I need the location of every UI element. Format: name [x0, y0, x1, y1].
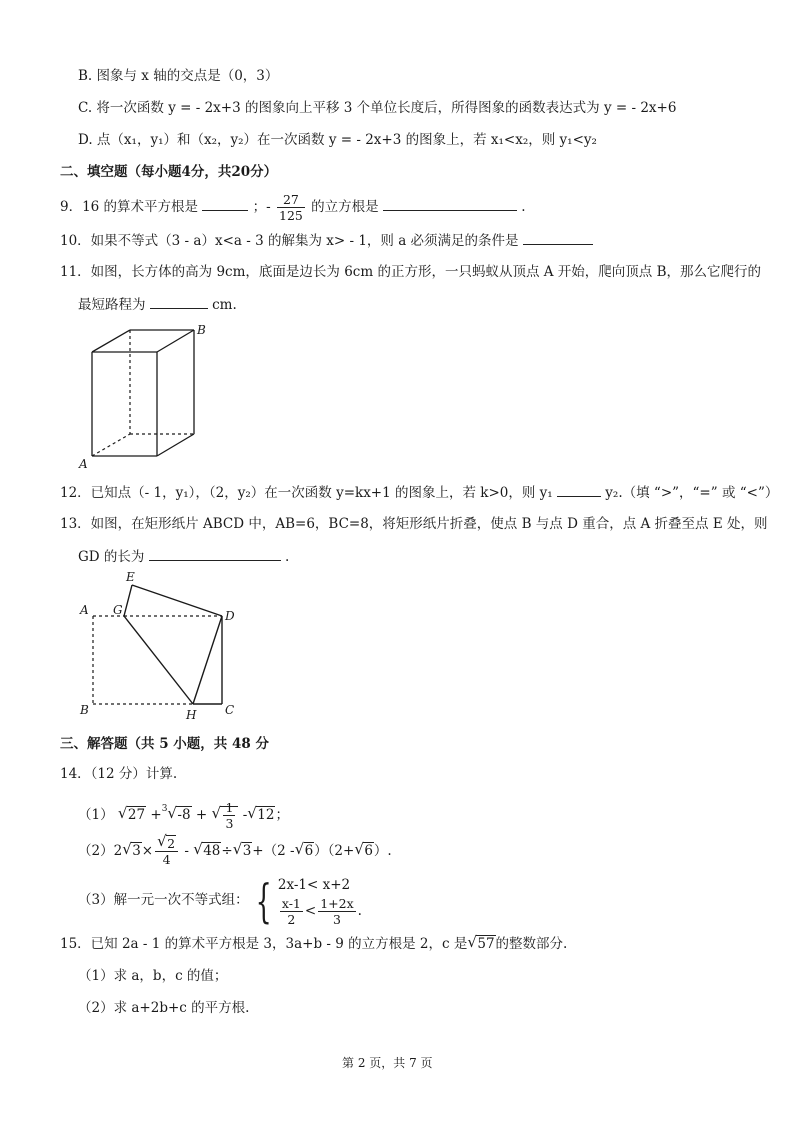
q14-title: 14．（12 分）计算.	[60, 766, 178, 782]
q14-part-3	[78, 870, 362, 930]
q9-fraction-numerator: 27	[277, 192, 305, 208]
sqrt-48: √ 48	[193, 834, 221, 868]
plus-sign: +	[195, 807, 208, 823]
fold-label-c: C	[225, 703, 235, 717]
sqrt-57: √ 57	[467, 934, 495, 954]
q11-line-2	[78, 294, 237, 315]
fold-rectangle-figure	[76, 568, 246, 728]
fold-label-a: A	[80, 603, 89, 617]
q11-line-1: 11．如图，长方体的高为 9cm，底面是边长为 6cm 的正方形，一只蚂蚁从顶点 A 开始，爬向顶点 B，那么它爬行的	[60, 264, 761, 280]
q12-text-pre: 12．已知点（- 1，y₁），（2，y₂）在一次函数 y=kx+1 的图象上，若 k>0，则 y₁	[60, 485, 553, 501]
inequality-2: $\frac{x-1}{2}$ < $\frac{1+2x}{3}$ .	[281, 896, 362, 927]
q14-p2-text: +（2 -	[252, 843, 295, 859]
sqrt-3: √ 3	[122, 834, 142, 868]
q9-text-1: 9．16 的算术平方根是	[60, 199, 199, 215]
times-sign: ×	[141, 843, 154, 859]
q15-text-pre: 15．已知 2a - 1 的算术平方根是 3，3a+b - 9 的立方根是 2，c 是	[60, 936, 468, 952]
q11-text-post: cm.	[212, 297, 237, 313]
q8-option-d: D. 点（x₁，y₁）和（x₂，y₂）在一次函数 y = - 2x+3 的图象上，若 x₁<x₂，则 y₁<y₂	[78, 132, 597, 148]
minus-sign: -	[184, 843, 189, 859]
minus-sign: -	[242, 807, 248, 823]
q9-end: .	[521, 199, 526, 215]
fold-label-g: G	[113, 603, 123, 617]
segment-gh	[124, 616, 193, 704]
q12-text-post: y₂.（填 “>”，“=” 或 “<”）	[605, 485, 779, 501]
q9-text-2: ；-	[252, 199, 271, 215]
q12	[60, 482, 778, 503]
cube-root-index: 3	[161, 804, 168, 814]
q12-answer-blank[interactable]	[557, 482, 601, 497]
q10-answer-blank[interactable]	[523, 230, 593, 245]
sqrt-12: √ 12	[247, 800, 275, 830]
q14-p1-label: （1）	[78, 807, 114, 823]
q14-p2-text-mid: ）（2+	[314, 843, 355, 859]
fold-label-h: H	[186, 708, 197, 722]
q10-text: 10．如果不等式（3 - a）x<a - 3 的解集为 x> - 1，则 a 必须满足的条件是	[60, 233, 519, 249]
section-3-heading: 三、解答题（共 5 小题，共 48 分	[60, 736, 269, 752]
cuboid-edge	[157, 330, 194, 352]
segment-ge	[124, 585, 132, 616]
q9-answer-blank-1[interactable]	[202, 196, 248, 211]
sqrt-6: √ 6	[295, 834, 315, 868]
sqrt-one-third: √ $\frac{1}{3}$	[211, 800, 238, 831]
inequality-system	[278, 874, 362, 927]
q13-line-1: 13．如图，在矩形纸片 ABCD 中，AB=6，BC=8，将矩形纸片折叠，使点 B 与点 D 重合，点 A 折叠至点 E 处，则	[60, 516, 768, 532]
q14-p2-label: （2）2	[78, 843, 123, 859]
q8-option-b: B. 图象与 x 轴的交点是（0，3）	[78, 68, 279, 84]
sqrt-27: √ 27	[118, 800, 146, 830]
cbrt-neg-8: √ -8	[167, 800, 191, 830]
cuboid-edge	[157, 434, 194, 456]
cuboid-label-b: B	[197, 323, 206, 337]
q8-option-c: C. 将一次函数 y = - 2x+3 的图象向上平移 3 个单位长度后，所得图象的函数表达式为 y = - 2x+6	[78, 100, 677, 116]
inequality-1: 2x-1< x+2	[277, 877, 351, 893]
q13-answer-blank[interactable]	[149, 546, 281, 561]
q15-line-1	[60, 934, 567, 954]
fold-label-b: B	[80, 703, 89, 717]
q11-answer-blank[interactable]	[150, 294, 208, 309]
q14-p3-label: （3）解一元一次不等式组：	[78, 892, 249, 908]
segment-dh	[193, 616, 222, 704]
q11-text-pre: 最短路程为	[78, 297, 146, 313]
q9-fraction-denominator: 125	[279, 208, 303, 223]
cuboid-hidden-edge	[92, 434, 130, 456]
q13-text-pre: GD 的长为	[78, 549, 145, 565]
q9-answer-blank-2[interactable]	[383, 196, 517, 211]
q14-part-1	[78, 794, 289, 831]
sqrt-6-b: √ 6	[354, 834, 374, 868]
sqrt2-over-4: √ $\frac{2}{4}$	[155, 836, 178, 867]
fold-label-e: E	[126, 570, 135, 584]
q15-text-post: 的整数部分.	[495, 936, 568, 952]
q15-part-2: （2）求 a+2b+c 的平方根.	[78, 1000, 250, 1016]
q13-line-2	[78, 546, 289, 567]
plus-sign: +	[150, 807, 162, 823]
sqrt-3-b: √ 3	[233, 834, 253, 868]
fold-label-d: D	[225, 609, 235, 623]
section-2-heading: 二、填空题（每小题4分，共20分）	[60, 164, 278, 180]
cuboid-edge	[92, 330, 130, 352]
q15-part-1: （1）求 a，b，c 的值；	[78, 968, 228, 984]
q9-text-3: 的立方根是	[311, 199, 379, 215]
cuboid-figure	[70, 318, 220, 478]
system-brace: {	[255, 873, 272, 928]
q14-p2-end: ）.	[373, 843, 392, 859]
divide-sign: ÷	[221, 843, 233, 859]
q9	[60, 190, 526, 224]
q14-p1-end: ；	[275, 807, 289, 823]
q9-fraction	[277, 192, 305, 223]
segment-ed	[132, 585, 222, 616]
q10	[60, 230, 593, 251]
q13-text-post: .	[285, 549, 290, 565]
page-number: 第 2 页，共 7 页	[342, 1056, 433, 1070]
cuboid-label-a: A	[79, 457, 88, 471]
q14-part-2	[78, 834, 392, 868]
